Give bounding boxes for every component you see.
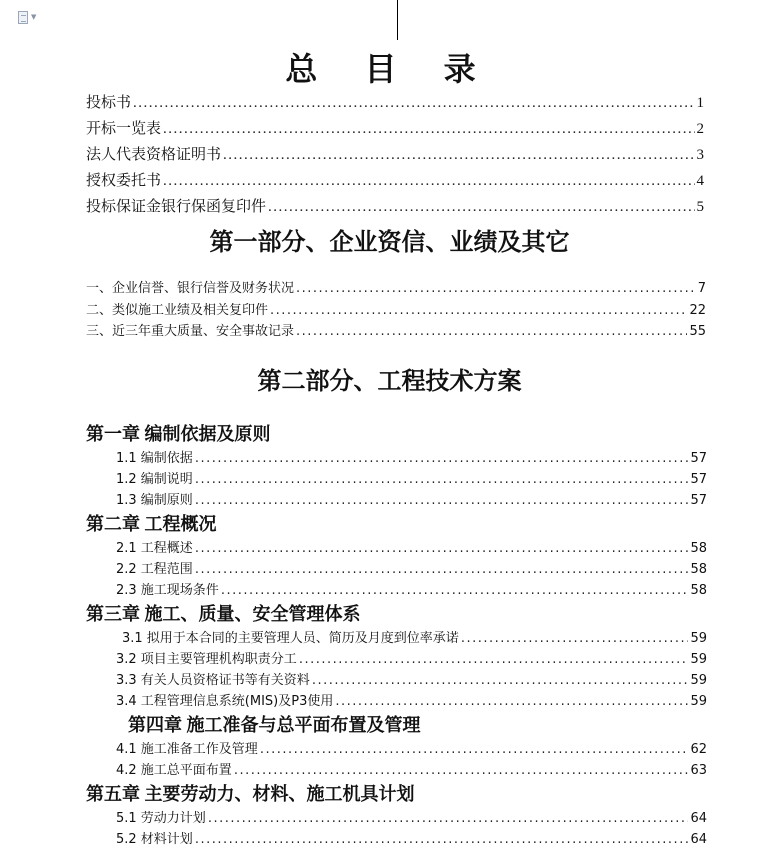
leader-dots: [163, 121, 694, 138]
toc-entry[interactable]: [116, 489, 707, 508]
leader-dots: [461, 631, 689, 646]
toc-page: 2: [696, 121, 704, 137]
page-title: 总 目 录: [285, 50, 494, 88]
dropdown-arrow-icon[interactable]: ▼: [31, 13, 37, 21]
toc-entry[interactable]: [86, 299, 706, 318]
toc-entry[interactable]: [116, 828, 707, 847]
toc-entry[interactable]: [116, 468, 707, 487]
toc-page: 58: [690, 562, 707, 577]
toc-entry[interactable]: [116, 807, 707, 826]
leader-dots: [195, 493, 689, 508]
toc-page: 7: [697, 281, 706, 296]
toc-entry[interactable]: [116, 690, 707, 709]
leader-dots: [296, 324, 687, 339]
leader-dots: [195, 472, 689, 487]
leader-dots: [195, 562, 689, 577]
text-cursor: [397, 0, 398, 40]
toc-label: 二、类似施工业绩及相关复印件: [86, 303, 269, 318]
leader-dots: [312, 673, 689, 688]
leader-dots: [223, 147, 694, 164]
leader-dots: [208, 811, 689, 826]
document-icon[interactable]: [18, 11, 28, 24]
leader-dots: [195, 541, 689, 556]
toc-entry[interactable]: [116, 447, 707, 466]
part1-heading: 第一部分、企业资信、业绩及其它: [209, 230, 570, 256]
toc-page: 58: [690, 583, 707, 598]
chapter-heading[interactable]: 第四章 施工准备与总平面布置及管理: [128, 715, 421, 735]
toc-label: 授权委托书: [86, 173, 162, 189]
toc-label: 投标保证金银行保函复印件: [86, 199, 267, 215]
toc-entry[interactable]: [86, 320, 706, 339]
leader-dots: [335, 694, 688, 709]
leader-dots: [163, 173, 694, 190]
toc-page: 64: [690, 811, 707, 826]
toc-entry[interactable]: [116, 579, 707, 598]
toc-page: 4: [696, 173, 704, 189]
leader-dots: [195, 451, 689, 466]
toc-label: 2.3 施工现场条件: [116, 583, 219, 598]
toc-entry[interactable]: [116, 738, 707, 757]
toc-page: 59: [690, 694, 707, 709]
toc-label: 投标书: [86, 95, 132, 111]
toc-page: 59: [690, 631, 707, 646]
chapter-heading[interactable]: 第三章 施工、质量、安全管理体系: [86, 604, 361, 624]
toc-entry[interactable]: [116, 537, 707, 556]
toc-entry[interactable]: [86, 195, 704, 216]
toc-page: 22: [689, 303, 706, 318]
toc-label: 5.1 劳动力计划: [116, 811, 206, 826]
toc-label: 3.1 拟用于本合同的主要管理人员、简历及月度到位率承诺: [122, 631, 459, 646]
toc-entry[interactable]: [86, 277, 706, 296]
toc-label: 2.1 工程概述: [116, 541, 193, 556]
toc-entry[interactable]: [116, 648, 707, 667]
toc-entry[interactable]: [86, 91, 704, 112]
leader-dots: [195, 832, 689, 847]
toc-label: 4.1 施工准备工作及管理: [116, 742, 258, 757]
toc-page: 3: [696, 147, 704, 163]
toc-page: 5: [696, 199, 704, 215]
toc-label: 2.2 工程范围: [116, 562, 193, 577]
toc-entry[interactable]: [86, 117, 704, 138]
leader-dots: [296, 281, 696, 296]
toc-label: 法人代表资格证明书: [86, 147, 222, 163]
toc-entry[interactable]: [86, 143, 704, 164]
toc-page: 55: [689, 324, 706, 339]
toc-label: 开标一览表: [86, 121, 162, 137]
toc-entry[interactable]: [122, 627, 707, 646]
toc-entry[interactable]: [86, 169, 704, 190]
toc-label: 3.4 工程管理信息系统(MIS)及P3使用: [116, 694, 334, 709]
toc-label: 5.2 材料计划: [116, 832, 193, 847]
toc-entry[interactable]: [116, 558, 707, 577]
toc-label: 1.2 编制说明: [116, 472, 193, 487]
part2-heading: 第二部分、工程技术方案: [257, 369, 522, 395]
toc-label: 1.1 编制依据: [116, 451, 193, 466]
toc-label: 3.2 项目主要管理机构职责分工: [116, 652, 297, 667]
toc-entry[interactable]: [116, 669, 707, 688]
toc-page: 62: [690, 742, 707, 757]
toc-page: 58: [690, 541, 707, 556]
chapter-heading[interactable]: 第一章 编制依据及原则: [86, 424, 271, 444]
leader-dots: [234, 763, 689, 778]
chapter-heading[interactable]: 第二章 工程概况: [86, 514, 217, 534]
toc-page: 59: [690, 652, 707, 667]
toc-page: 63: [690, 763, 707, 778]
leader-dots: [268, 199, 694, 216]
toc-label: 三、近三年重大质量、安全事故记录: [86, 324, 295, 339]
leader-dots: [270, 303, 687, 318]
toc-page: 57: [690, 472, 707, 487]
toc-label: 一、企业信誉、银行信誉及财务状况: [86, 281, 295, 296]
leader-dots: [221, 583, 689, 598]
toc-label: 4.2 施工总平面布置: [116, 763, 232, 778]
toc-label: 1.3 编制原则: [116, 493, 193, 508]
leader-dots: [260, 742, 689, 757]
toc-page: 59: [690, 673, 707, 688]
toc-page: 1: [696, 95, 704, 111]
chapter-heading[interactable]: 第五章 主要劳动力、材料、施工机具计划: [86, 784, 415, 804]
toc-entry[interactable]: [116, 759, 707, 778]
toc-page: 64: [690, 832, 707, 847]
toc-page: 57: [690, 451, 707, 466]
leader-dots: [133, 95, 694, 112]
toc-page: 57: [690, 493, 707, 508]
leader-dots: [299, 652, 689, 667]
toc-label: 3.3 有关人员资格证书等有关资料: [116, 673, 310, 688]
